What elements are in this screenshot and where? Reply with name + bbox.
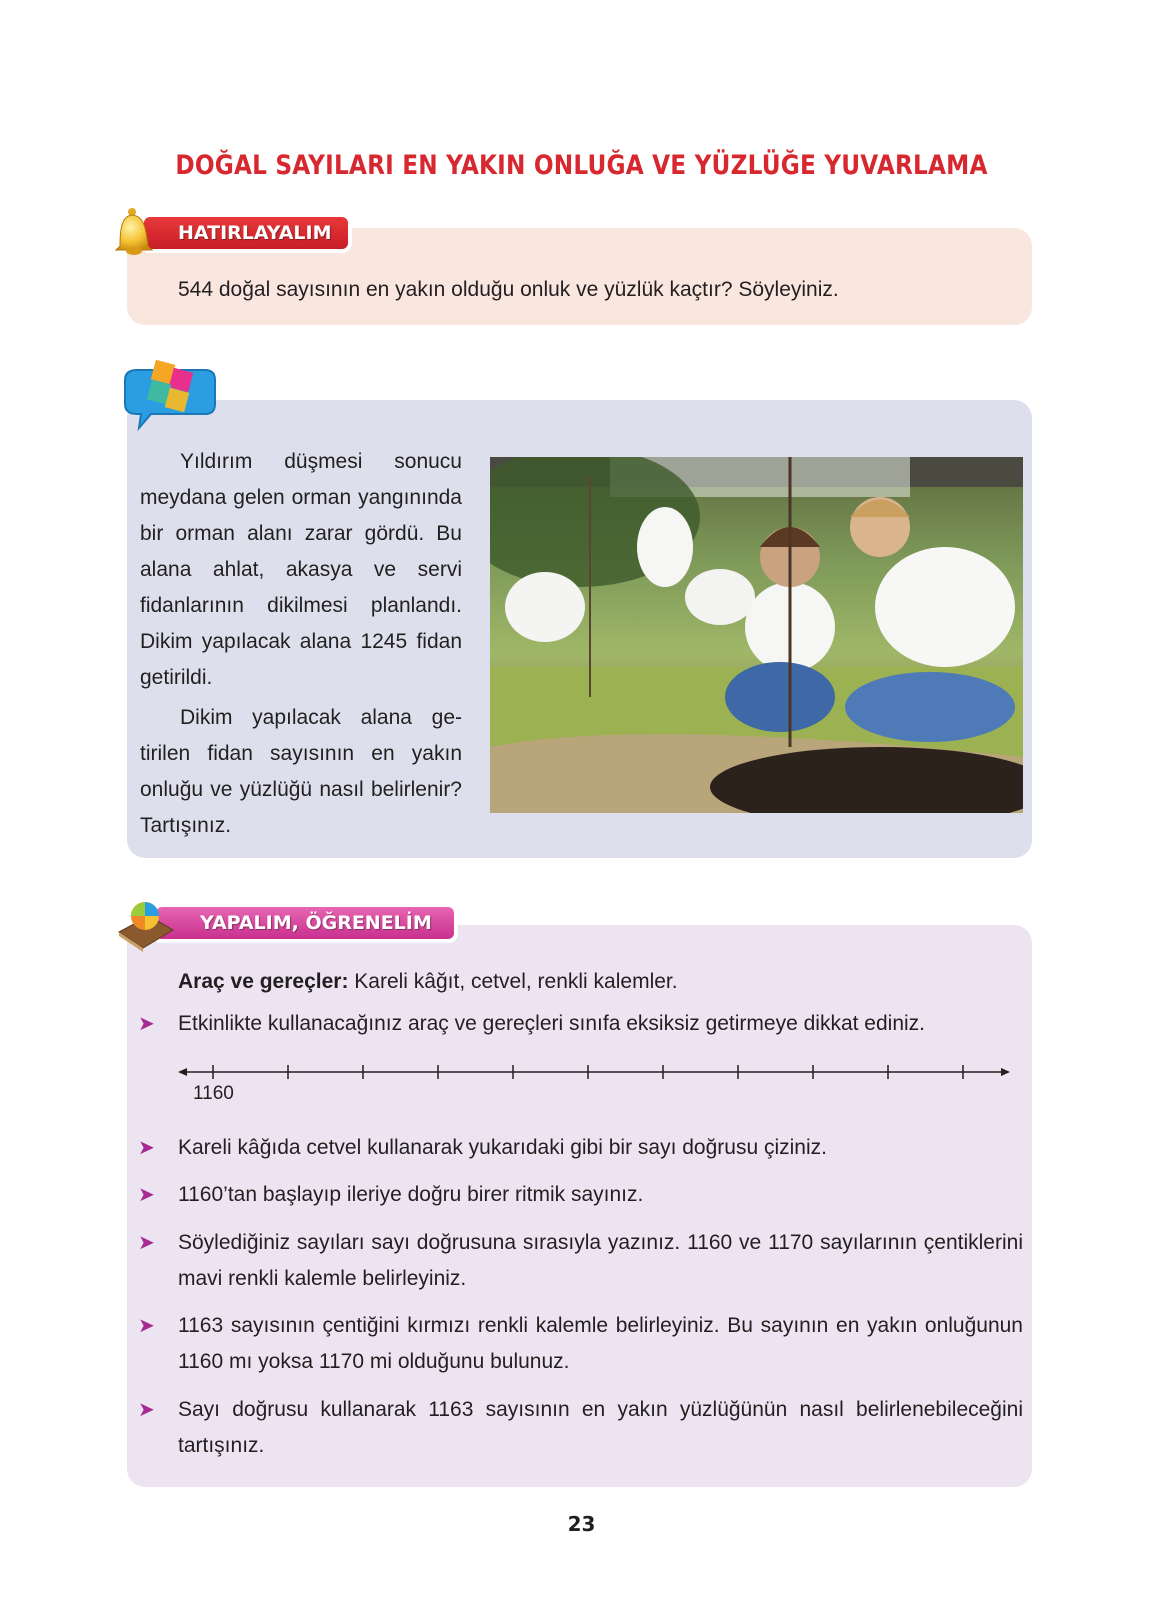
activity-tag-label: YAPALIM, ÖĞRENELİM [200,912,432,934]
instruction-item: ➤ Kareli kâğıda cetvel kullanarak yukarıdaki gibi bir sayı doğrusu çiziniz. [138,1130,1023,1166]
instruction-item: ➤ Söylediğiniz sayıları sayı doğrusuna sırasıyla yazınız. 1160 ve 1170 sayılarının çentiklerini mavi renkli kalemle belirleyiniz. [138,1225,1023,1297]
tree-planting-photo [490,457,1023,813]
tools-label: Araç ve gereçler: [178,970,349,993]
instruction-item: ➤ Etkinlikte kullanacağınız araç ve gereçleri sınıfa eksiksiz getirmeye dikkat ediniz. [138,1006,1023,1042]
instruction-item: ➤ 1160’tan başlayıp ileriye doğru birer ritmik sayınız. [138,1177,1023,1213]
story-text [140,444,462,848]
bullet-arrow-icon: ➤ [138,1315,155,1337]
page-title: DOĞAL SAYILARI EN YAKIN ONLUĞA VE YÜZLÜĞE YUVARLAMA [175,150,988,181]
puzzle-speech-bubble-icon [117,360,221,432]
instruction-item: ➤ 1163 sayısının çentiğini kırmızı renkli kalemle belirleyiniz. Bu sayının en yakın onluğunun 1160 mı yoksa 1170 mi olduğunu bulunuz. [138,1308,1023,1380]
number-line [178,1060,1010,1100]
page-number: 23 [567,1512,596,1536]
story-paragraph-1: Yıldırım düşmesi sonucu meydana gelen orman yangınında bir orman alanı zarar gördü. Bu alana ahlat, akasya ve servi fidanlarının dikilmesi planlandı. Dikim yapılacak alana 1245 fidan getirildi. [140,450,462,689]
story-paragraph-2: Dikim yapılacak alana getirilen fidan sayısının en yakın onluğu ve yüzlüğü nasıl belirlenir? Tartışınız. [140,706,462,837]
books-pie-chart-icon [115,894,177,952]
bell-icon [112,206,156,256]
activity-tag [152,903,458,943]
photo-illustration [490,457,1023,813]
bullet-arrow-icon: ➤ [138,1399,155,1421]
remember-question: 544 doğal sayısının en yakın olduğu onluk ve yüzlük kaçtır? Söyleyiniz. [178,278,839,301]
bullet-arrow-icon: ➤ [138,1137,155,1159]
number-line-start-label: 1160 [193,1083,234,1104]
tools-line [178,970,678,994]
instruction-item: ➤ Sayı doğrusu kullanarak 1163 sayısının en yakın yüzlüğünün nasıl belirlenebileceğini tartışınız. [138,1392,1023,1464]
bullet-arrow-icon: ➤ [138,1232,155,1254]
remember-tag-label: HATIRLAYALIM [178,222,332,244]
remember-tag [140,213,352,253]
tools-value: Kareli kâğıt, cetvel, renkli kalemler. [348,970,678,993]
bullet-arrow-icon: ➤ [138,1013,155,1035]
bullet-arrow-icon: ➤ [138,1184,155,1206]
